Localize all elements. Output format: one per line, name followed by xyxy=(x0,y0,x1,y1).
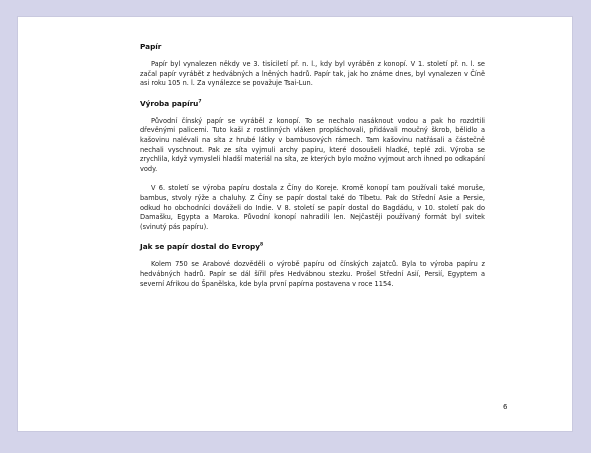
paragraph: V 6. století se výroba papíru dostala z Číny do Koreje. Kromě konopí tam používali také moruše, bambus, stvoly rýže a chaluhy. Z Číny se papír dostal také do Tibetu. Pak do Střední Asie a Persie, odkud ho obchodníci dováželi do Indie. V 8. století se papír dostal do Bagdádu, v 10. století pak do Damašku, Egypta a Maroka. Původní konopí nahradili len. Nejčastěji používaný formát byl svitek (svinutý pás papíru). xyxy=(140,184,485,231)
section-heading: Jak se papír dostal do Evropy$^8$ xyxy=(140,242,264,252)
section-vyroba-papiru xyxy=(140,99,485,233)
page-number: 6 xyxy=(503,403,508,411)
footnote-marker: 7 xyxy=(198,99,202,105)
document-page xyxy=(18,17,572,431)
paragraph: Původní čínský papír se vyráběl z konopí. To se nechalo nasáknout vodou a pak ho rozdrtili dřevěnými palicemi. Tuto kaši z rostlinných vláken propláchovali, přidávali moučný škrob, bělidlo a kašovinu nalévali na síta z hrubé látky v bambusových rámech. Tam kašovinu natřásali a částečně nechali vyschnout. Pak ze síta vyjmuli archy papíru, které dosoušeli hladké, teplé zdi. Výroba se zrychlila, když vymysleli hladší materiál na síta, ze kterých bylo možno vyjmout arch ihned po odkapání vody. xyxy=(140,116,485,173)
section-papir-v-evrope xyxy=(140,242,485,289)
section-papir xyxy=(140,42,485,89)
footnote-marker: 8 xyxy=(260,242,264,248)
page-content xyxy=(140,42,485,299)
paragraph: Papír byl vynalezen někdy ve 3. tisíciletí př. n. l., kdy byl vyráběn z konopí. V 1. století př. n. l. se začal papír vyrábět z hedvábných a lněných hadrů. Papír tak, jak ho známe dnes, byl vynalezen v Číně asi roku 105 n. l. Za vynálezce se považuje Tsai-Lun. xyxy=(140,60,485,88)
paragraph: Kolem 750 se Arabové dozvěděli o výrobě papíru od čínských zajatců. Byla to výroba papíru z hedvábných hadrů. Papír se dál šířil přes Hedvábnou stezku. Prošel Střední Asií, Persií, Egyptem a severní Afrikou do Španělska, kde byla první papírna postavena v roce 1154. xyxy=(140,260,485,288)
section-heading: Výroba papíru$^7$ xyxy=(140,98,202,108)
section-heading: Papír xyxy=(140,42,162,51)
